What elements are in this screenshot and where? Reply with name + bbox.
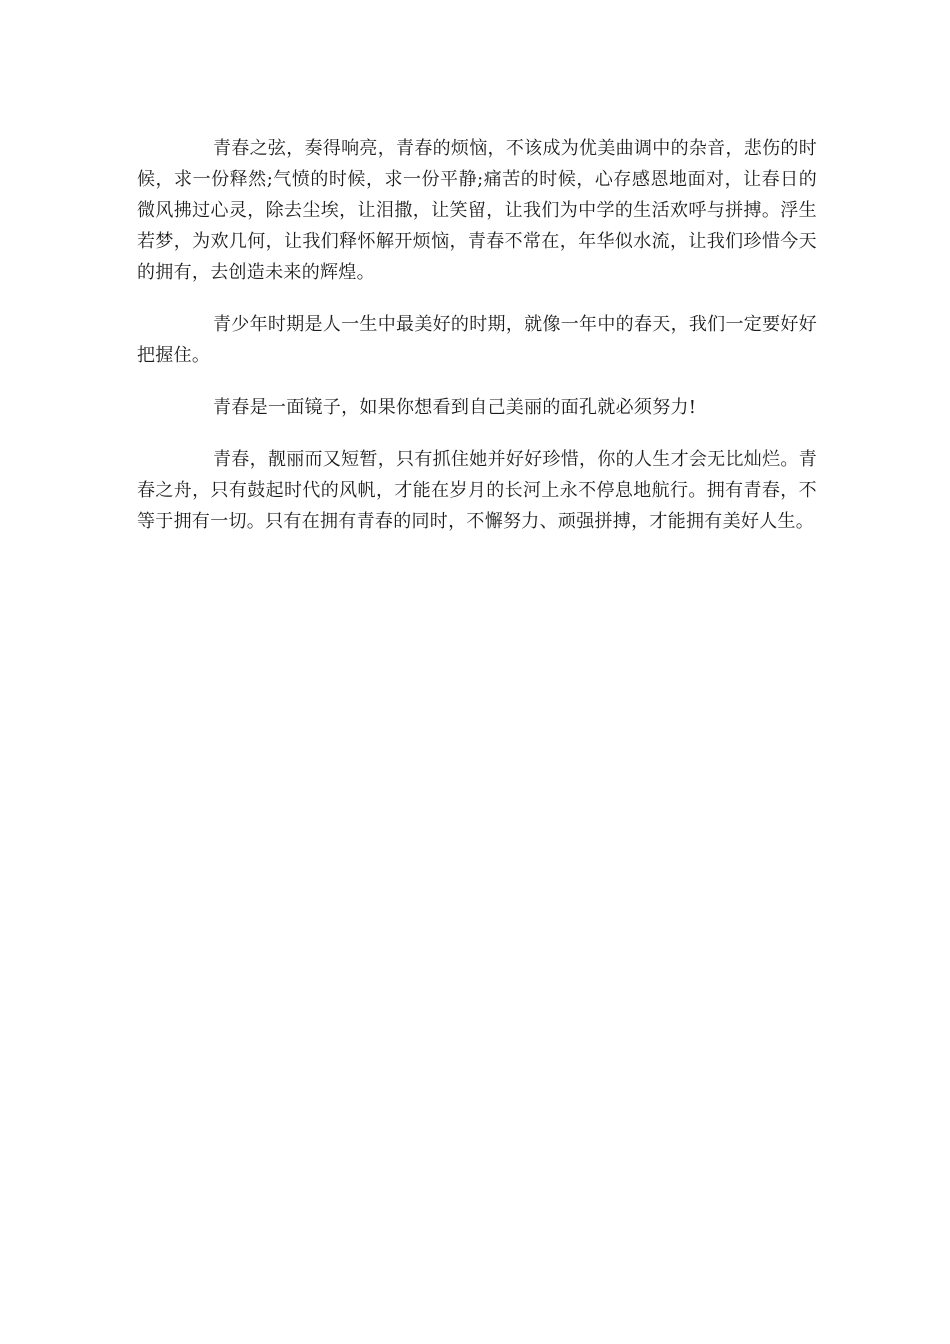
paragraph-4: 青春，靓丽而又短暂，只有抓住她并好好珍惜，你的人生才会无比灿烂。青春之舟，只有鼓起时代的风帆，才能在岁月的长河上永不停息地航行。拥有青春，不等于拥有一切。只有在拥有青春的同时，不懈努力、顽强拼搏，才能拥有美好人生。 xyxy=(137,449,817,532)
paragraph-3: 青春是一面镜子，如果你想看到自己美丽的面孔就必须努力! xyxy=(213,397,697,418)
document-body xyxy=(137,133,817,537)
paragraph-1: 青春之弦，奏得响亮，青春的烦恼，不该成为优美曲调中的杂音，悲伤的时候，求一份释然;气愤的时候，求一份平静;痛苦的时候，心存感恩地面对，让春日的微风拂过心灵，除去尘埃，让泪撒，让笑留，让我们为中学的生活欢呼与拼搏。浮生若梦，为欢几何，让我们释怀解开烦恼，青春不常在，年华似水流，让我们珍惜今天的拥有，去创造未来的辉煌。 xyxy=(137,138,817,283)
paragraph-2: 青少年时期是人一生中最美好的时期，就像一年中的春天，我们一定要好好把握住。 xyxy=(137,314,817,366)
